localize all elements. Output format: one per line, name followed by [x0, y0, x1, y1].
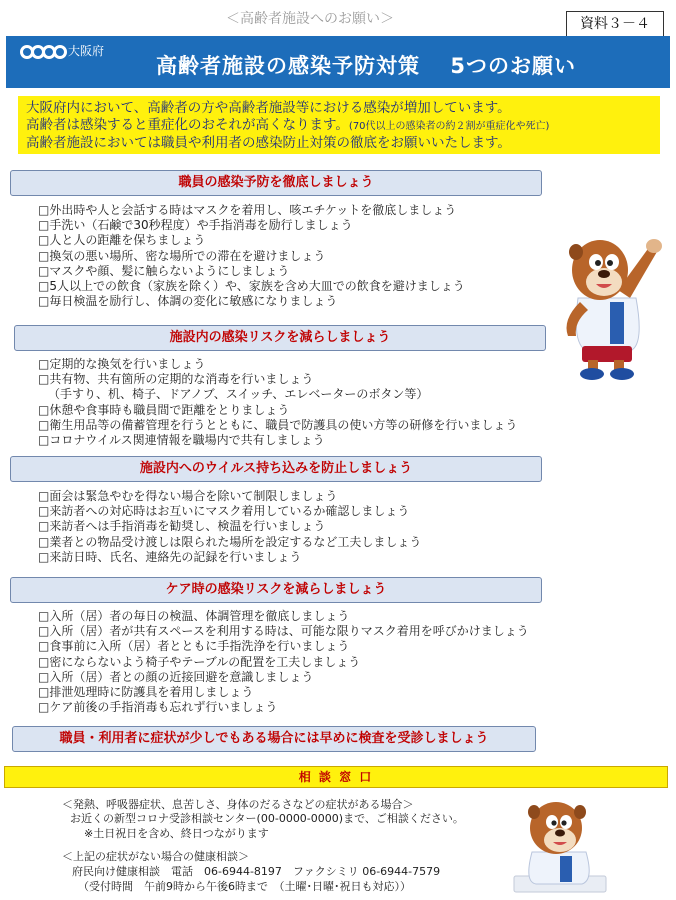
- list-item: （手すり、机、椅子、ドアノブ、スイッチ、エレベーターのボタン等）: [48, 387, 429, 402]
- list-item: □衛生用品等の備蓄管理を行うとともに、職員で防護具の使い方等の研修を行いましょう: [38, 417, 518, 432]
- notice-line-2: [26, 117, 652, 135]
- consult-case2-line: 府民向け健康相談 電話 06-6944-8197 ファクシミリ 06-6944-7579: [72, 865, 441, 878]
- consult-heading: 相 談 窓 口: [4, 766, 668, 788]
- list-item: □換気の悪い場所、密な場所での滞在を避けましょう: [38, 248, 326, 263]
- list-item: □人と人の距離を保ちましょう: [38, 233, 206, 248]
- notice-line-2-text: 高齢者は感染すると重症化のおそれが高くなります。: [26, 117, 349, 133]
- list-item: □来訪日時、氏名、連絡先の記録を行いましょう: [38, 549, 302, 564]
- title-banner: [6, 36, 670, 88]
- notice-line-1: 大阪府内において、高齢者の方や高齢者施設等における感染が増加しています。: [26, 100, 511, 116]
- list-item: □排泄処理時に防護具を着用しましょう: [38, 685, 254, 700]
- mascot-desk-icon: [510, 796, 610, 896]
- section-list-staff: [38, 203, 465, 309]
- list-item: □休憩や食事時も職員間で距離をとりましょう: [38, 402, 290, 417]
- consult-case1-title: ＜発熱、呼吸器症状、息苦しさ、身体のだるさなどの症状がある場合＞: [62, 798, 414, 811]
- consult-case2-hours: （受付時間 午前9時から午後6時まで （土曜･日曜･祝日も対応））: [78, 880, 411, 893]
- list-item: □5人以上での飲食（家族を除く）や、家族を含め大皿での飲食を避けましょう: [38, 279, 465, 294]
- notice-box: [18, 96, 660, 154]
- section-list-visitors: [38, 489, 421, 565]
- list-item: □業者との物品受け渡しは限られた場所を設定するなど工夫しましょう: [38, 534, 422, 549]
- list-item: □ケア前後の手指消毒も忘れず行いましょう: [38, 700, 278, 715]
- list-item: □マスクや顔、髪に触らないようにしましょう: [38, 263, 290, 278]
- sub-title: ＜高齢者施設へのお願い＞: [226, 11, 394, 27]
- list-item: □密にならないよう椅子やテーブルの配置を工夫しましょう: [38, 654, 361, 669]
- final-request-banner: 職員・利用者に症状が少しでもある場合には早めに検査を受診しましょう: [12, 726, 536, 752]
- section-heading-facility: 施設内の感染リスクを減らしましょう: [14, 325, 546, 351]
- list-item: □来訪者へは手指消毒を勧奨し、検温を行いましょう: [38, 519, 326, 534]
- document-reference: 資料３－４: [566, 11, 664, 37]
- list-item: □入所（居）者が共有スペースを利用する時は、可能な限りマスク着用を呼びかけましょう: [38, 624, 529, 639]
- section-heading-visitors: 施設内へのウイルス持ち込みを防止しましょう: [10, 456, 542, 482]
- list-item: □コロナウイルス関連情報を職場内で共有しましょう: [38, 433, 325, 448]
- consult-case1-note: ※土日祝日を含め、終日つながります: [84, 827, 269, 840]
- list-item: □定期的な換気を行いましょう: [38, 357, 206, 371]
- list-item: □外出時や人と会話する時はマスクを着用し、咳エチケットを徹底しましょう: [38, 203, 457, 217]
- list-item: □面会は緊急やむを得ない場合を除いて制限しましょう: [38, 489, 338, 503]
- mascot-pointing-icon: [552, 232, 668, 384]
- list-item: □食事前に入所（居）者とともに手指洗浄を行いましょう: [38, 639, 350, 654]
- consult-case2-title: ＜上記の症状がない場合の健康相談＞: [62, 850, 249, 863]
- list-item: □毎日検温を励行し、体調の変化に敏感になりましょう: [38, 294, 338, 309]
- list-item: □共有物、共有箇所の定期的な消毒を行いましょう: [38, 372, 314, 387]
- list-item: □入所（居）者との顔の近接回避を意識しましょう: [38, 669, 314, 684]
- section-heading-staff: 職員の感染予防を徹底しましょう: [10, 170, 542, 196]
- notice-line-2-note: (70代以上の感染者の約２割が重症化や死亡): [348, 121, 550, 132]
- page-title: 高齢者施設の感染予防対策 5つのお願い: [156, 54, 576, 78]
- consult-case1-line: お近くの新型コロナ受診相談センター(00-0000-0000)まで、ご相談ください。: [70, 812, 464, 825]
- list-item: □入所（居）者の毎日の検温、体調管理を徹底しましょう: [38, 609, 350, 623]
- org-name: 大阪府: [68, 44, 105, 58]
- notice-line-3: 高齢者施設においては職員や利用者の感染防止対策の徹底をお願いいたします。: [26, 135, 511, 151]
- section-list-care: [38, 609, 529, 715]
- list-item: □来訪者への対応時はお互いにマスク着用しているか確認しましょう: [38, 504, 410, 519]
- list-item: □手洗い（石鹸で30秒程度）や手指消毒を励行しましょう: [38, 218, 353, 233]
- section-heading-care: ケア時の感染リスクを減らしましょう: [10, 577, 542, 603]
- section-list-facility: [38, 357, 517, 448]
